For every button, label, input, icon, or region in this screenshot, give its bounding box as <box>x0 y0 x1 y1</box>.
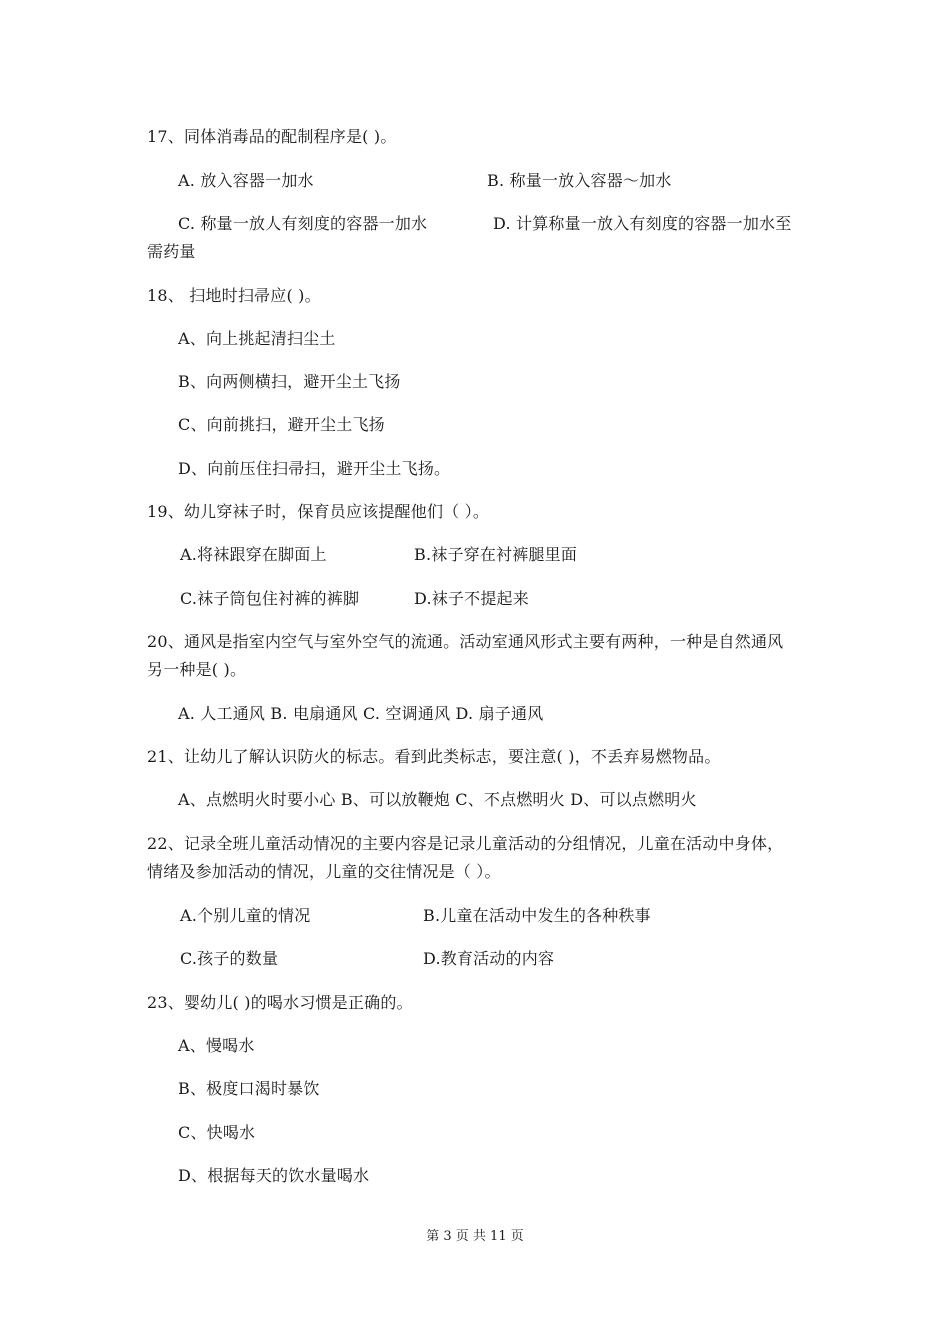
q22-stem: 22、记录全班儿童活动情况的主要内容是记录儿童活动的分组情况，儿童在活动中身体， <box>147 834 784 853</box>
q18-option-b: B、向两侧横扫，避开尘土飞扬 <box>178 372 401 391</box>
q23-option-b: B、极度口渴时暴饮 <box>178 1079 320 1098</box>
q20-options: A. 人工通风 B. 电扇通风 C. 空调通风 D. 扇子通风 <box>178 704 544 723</box>
q17-stem: 17、同体消毒品的配制程序是( )。 <box>147 127 397 146</box>
q20-stem-continued: 另一种是( )。 <box>147 660 247 679</box>
q21-options: A、点燃明火时要小心 B、可以放鞭炮 C、不点燃明火 D、可以点燃明火 <box>178 790 697 809</box>
q17-option-a: A. 放入容器一加水 <box>178 171 314 190</box>
q17-option-d: D. 计算称量一放入有刻度的容器一加水至 <box>493 214 792 233</box>
q17-option-d-continued: 需药量 <box>147 242 196 261</box>
q19-option-a: A.将袜跟穿在脚面上 <box>180 545 327 564</box>
q23-option-a: A、慢喝水 <box>178 1036 255 1055</box>
q22-option-a: A.个别儿童的情况 <box>180 906 311 925</box>
page-number: 第 3 页 共 11 页 <box>426 1229 524 1244</box>
q23-option-c: C、快喝水 <box>178 1123 256 1142</box>
q23-stem: 23、婴幼儿( )的喝水习惯是正确的。 <box>147 993 413 1012</box>
q17-option-b: B. 称量一放入容器～加水 <box>487 171 672 190</box>
q18-stem: 18、 扫地时扫帚应( )。 <box>147 286 321 305</box>
q22-option-d: D.教育活动的内容 <box>423 949 555 968</box>
q22-option-c: C.孩子的数量 <box>180 949 279 968</box>
q23-option-d: D、根据每天的饮水量喝水 <box>178 1166 370 1185</box>
q18-option-d: D、向前压住扫帚扫，避开尘土飞扬。 <box>178 459 451 478</box>
q19-option-b: B.袜子穿在衬裤腿里面 <box>414 545 578 564</box>
q22-stem-continued: 情绪及参加活动的情况，儿童的交往情况是（ ）。 <box>147 862 501 881</box>
q17-option-c: C. 称量一放人有刻度的容器一加水 <box>178 214 428 233</box>
q19-stem: 19、幼儿穿袜子时，保育员应该提醒他们（ ）。 <box>147 502 490 521</box>
q18-option-c: C、向前挑扫，避开尘土飞扬 <box>178 415 385 434</box>
q22-option-b: B.儿童在活动中发生的各种秩事 <box>423 906 651 925</box>
q21-stem: 21、让幼儿了解认识防火的标志。看到此类标志，要注意( )，不丢弃易燃物品。 <box>147 747 721 766</box>
q19-option-d: D.袜子不提起来 <box>414 589 529 608</box>
q18-option-a: A、向上挑起清扫尘土 <box>178 329 336 348</box>
q20-stem: 20、通风是指室内空气与室外空气的流通。活动室通风形式主要有两种，一种是自然通风 <box>147 632 784 651</box>
q19-option-c: C.袜子筒包住衬裤的裤脚 <box>180 589 360 608</box>
